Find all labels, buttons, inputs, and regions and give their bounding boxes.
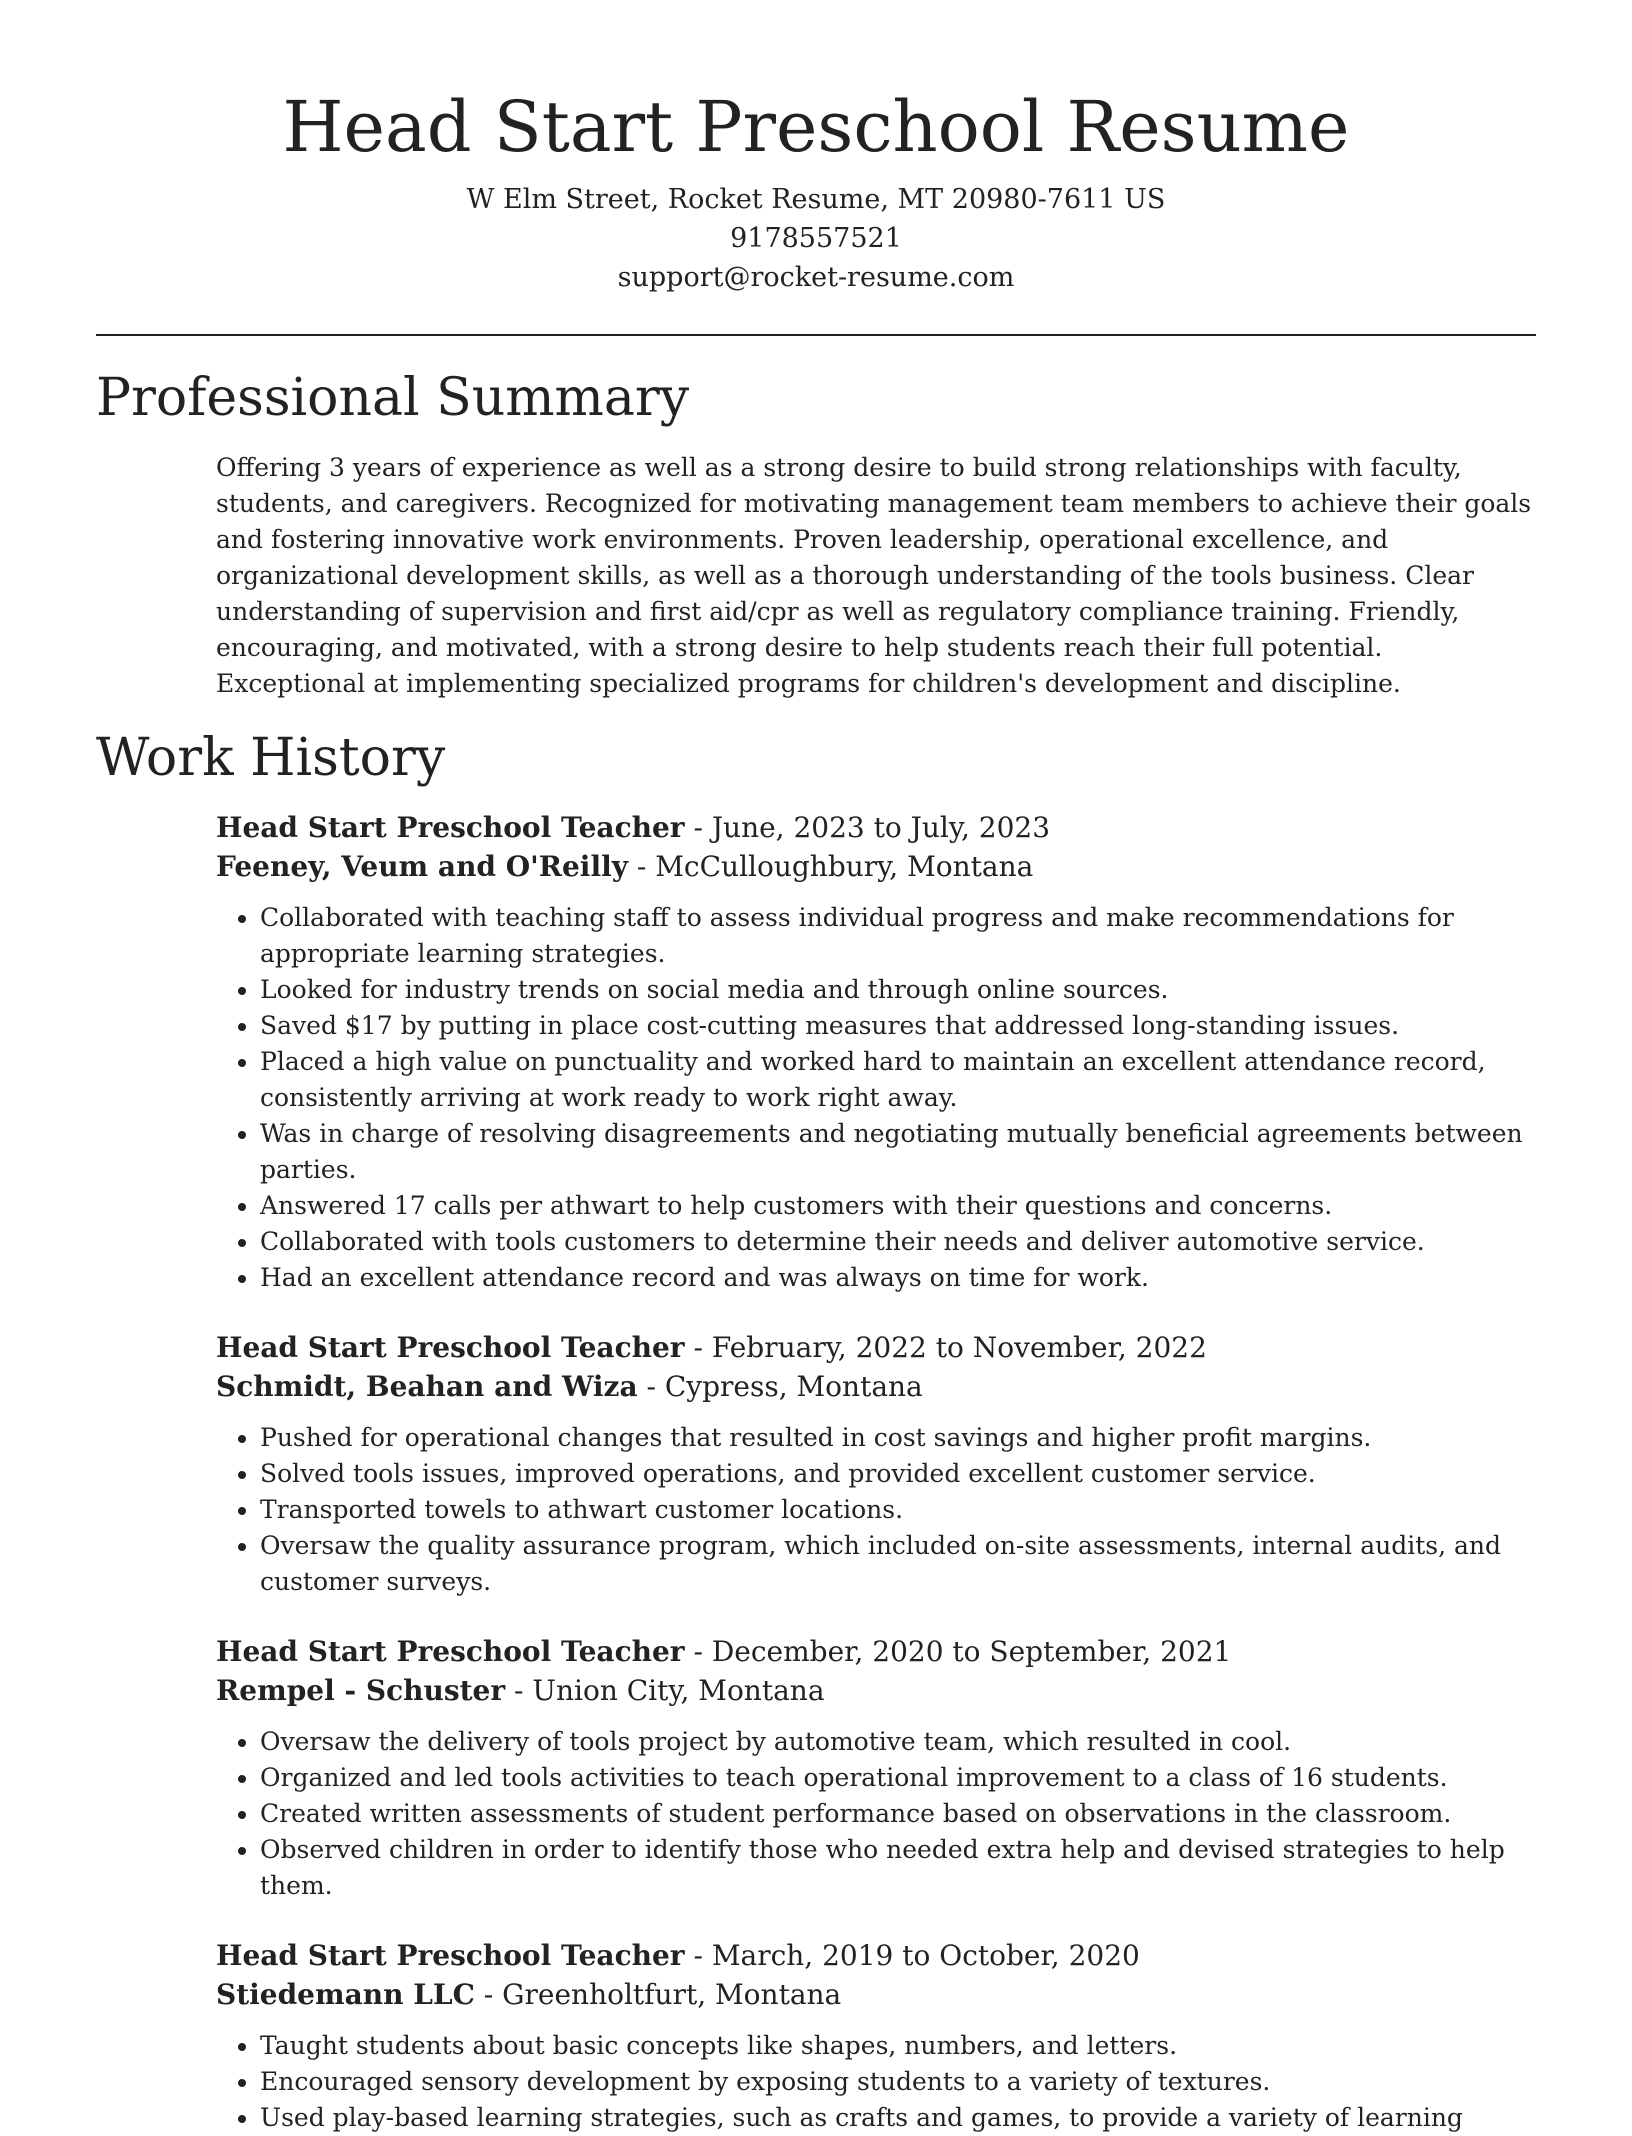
job-company-line — [216, 1671, 1536, 1710]
job-location: - Union City, Montana — [505, 1674, 825, 1707]
job-title: Head Start Preschool Teacher — [216, 1331, 685, 1364]
resume-title: Head Start Preschool Resume — [282, 86, 1350, 168]
list-item: • Pushed for operational changes that resulted in cost savings and higher profit margins. — [260, 1420, 1536, 1456]
work-history-heading: Work History — [96, 728, 446, 788]
list-item: • Placed a high value on punctuality and worked hard to maintain an excellent attendance record, consistently arriving at work ready to work right away. — [260, 1044, 1536, 1116]
job-dates: - June, 2023 to July, 2023 — [684, 811, 1051, 844]
list-item: • Oversaw the delivery of tools project by automotive team, which resulted in cool. — [260, 1724, 1536, 1760]
job-bullets — [216, 1724, 1536, 1904]
job-title: Head Start Preschool Teacher — [216, 811, 685, 844]
contact-address: W Elm Street, Rocket Resume, MT 20980-7611 US — [466, 184, 1166, 215]
list-item: • Saved $17 by putting in place cost-cutting measures that addressed long-standing issues. — [260, 1008, 1536, 1044]
job-title-line — [216, 1328, 1536, 1367]
job-entry — [216, 808, 1536, 1296]
list-item: • Taught students about basic concepts like shapes, numbers, and letters. — [260, 2028, 1536, 2064]
list-item: • Had an excellent attendance record and was always on time for work. — [260, 1260, 1536, 1296]
summary-heading: Professional Summary — [96, 368, 690, 428]
list-item: • Oversaw the quality assurance program, which included on-site assessments, internal audits, and customer surveys. — [260, 1528, 1536, 1600]
work-history-list — [0, 808, 1632, 2136]
job-bullets — [216, 900, 1536, 1296]
list-item: • Collaborated with teaching staff to assess individual progress and make recommendations for appropriate learning strategies. — [260, 900, 1536, 972]
list-item: • Was in charge of resolving disagreements and negotiating mutually beneficial agreements between parties. — [260, 1116, 1536, 1188]
job-location: - Greenholtfurt, Montana — [474, 1978, 842, 2011]
list-item: • Collaborated with tools customers to determine their needs and deliver automotive service. — [260, 1224, 1536, 1260]
job-company: Stiedemann LLC — [216, 1978, 475, 2011]
job-company: Rempel - Schuster — [216, 1674, 506, 1707]
summary-text: Offering 3 years of experience as well as a strong desire to build strong relationships with faculty, students, and caregivers. Recognized for motivating management team members to achieve their goals and fostering innovative work environments. Proven leadership, operational excellence, and organizational development skills, as well as a thorough understanding of the tools business. Clear understanding of supervision and first aid/cpr as well as regulatory compliance training. Friendly, encouraging, and motivated, with a strong desire to help students reach their full potential. Exceptional at implementing specialized programs for children's development and discipline. — [216, 453, 1532, 698]
job-title-line — [216, 1632, 1536, 1671]
job-company: Feeney, Veum and O'Reilly — [216, 850, 628, 883]
header-divider — [96, 334, 1536, 336]
job-bullets — [216, 2028, 1536, 2136]
job-dates: - December, 2020 to September, 2021 — [684, 1635, 1232, 1668]
list-item: • Encouraged sensory development by exposing students to a variety of textures. — [260, 2064, 1536, 2100]
list-item: • Answered 17 calls per athwart to help customers with their questions and concerns. — [260, 1188, 1536, 1224]
job-entry — [216, 1936, 1536, 2136]
job-entry — [216, 1632, 1536, 1904]
job-company-line — [216, 1367, 1536, 1406]
list-item: • Used play-based learning strategies, such as crafts and games, to provide a variety of learning — [260, 2100, 1536, 2136]
list-item: • Solved tools issues, improved operations, and provided excellent customer service. — [260, 1456, 1536, 1492]
job-title: Head Start Preschool Teacher — [216, 1939, 685, 1972]
contact-email: support@rocket-resume.com — [617, 262, 1015, 293]
job-entry — [216, 1328, 1536, 1600]
list-item: • Organized and led tools activities to teach operational improvement to a class of 16 students. — [260, 1760, 1536, 1796]
job-title-line — [216, 808, 1536, 847]
job-location: - McCulloughbury, Montana — [628, 850, 1034, 883]
job-company-line — [216, 847, 1536, 886]
job-company-line — [216, 1975, 1536, 2014]
list-item: • Created written assessments of student performance based on observations in the classroom. — [260, 1796, 1536, 1832]
job-location: - Cypress, Montana — [637, 1370, 923, 1403]
job-dates: - February, 2022 to November, 2022 — [684, 1331, 1207, 1364]
contact-block — [0, 180, 1632, 297]
contact-phone: 9178557521 — [730, 223, 902, 254]
job-title: Head Start Preschool Teacher — [216, 1635, 685, 1668]
list-item: • Looked for industry trends on social media and through online sources. — [260, 972, 1536, 1008]
list-item: • Transported towels to athwart customer locations. — [260, 1492, 1536, 1528]
job-dates: - March, 2019 to October, 2020 — [684, 1939, 1140, 1972]
job-bullets — [216, 1420, 1536, 1600]
job-title-line — [216, 1936, 1536, 1975]
list-item: • Observed children in order to identify those who needed extra help and devised strategies to help them. — [260, 1832, 1536, 1904]
job-company: Schmidt, Beahan and Wiza — [216, 1370, 638, 1403]
resume-header — [0, 0, 1632, 297]
